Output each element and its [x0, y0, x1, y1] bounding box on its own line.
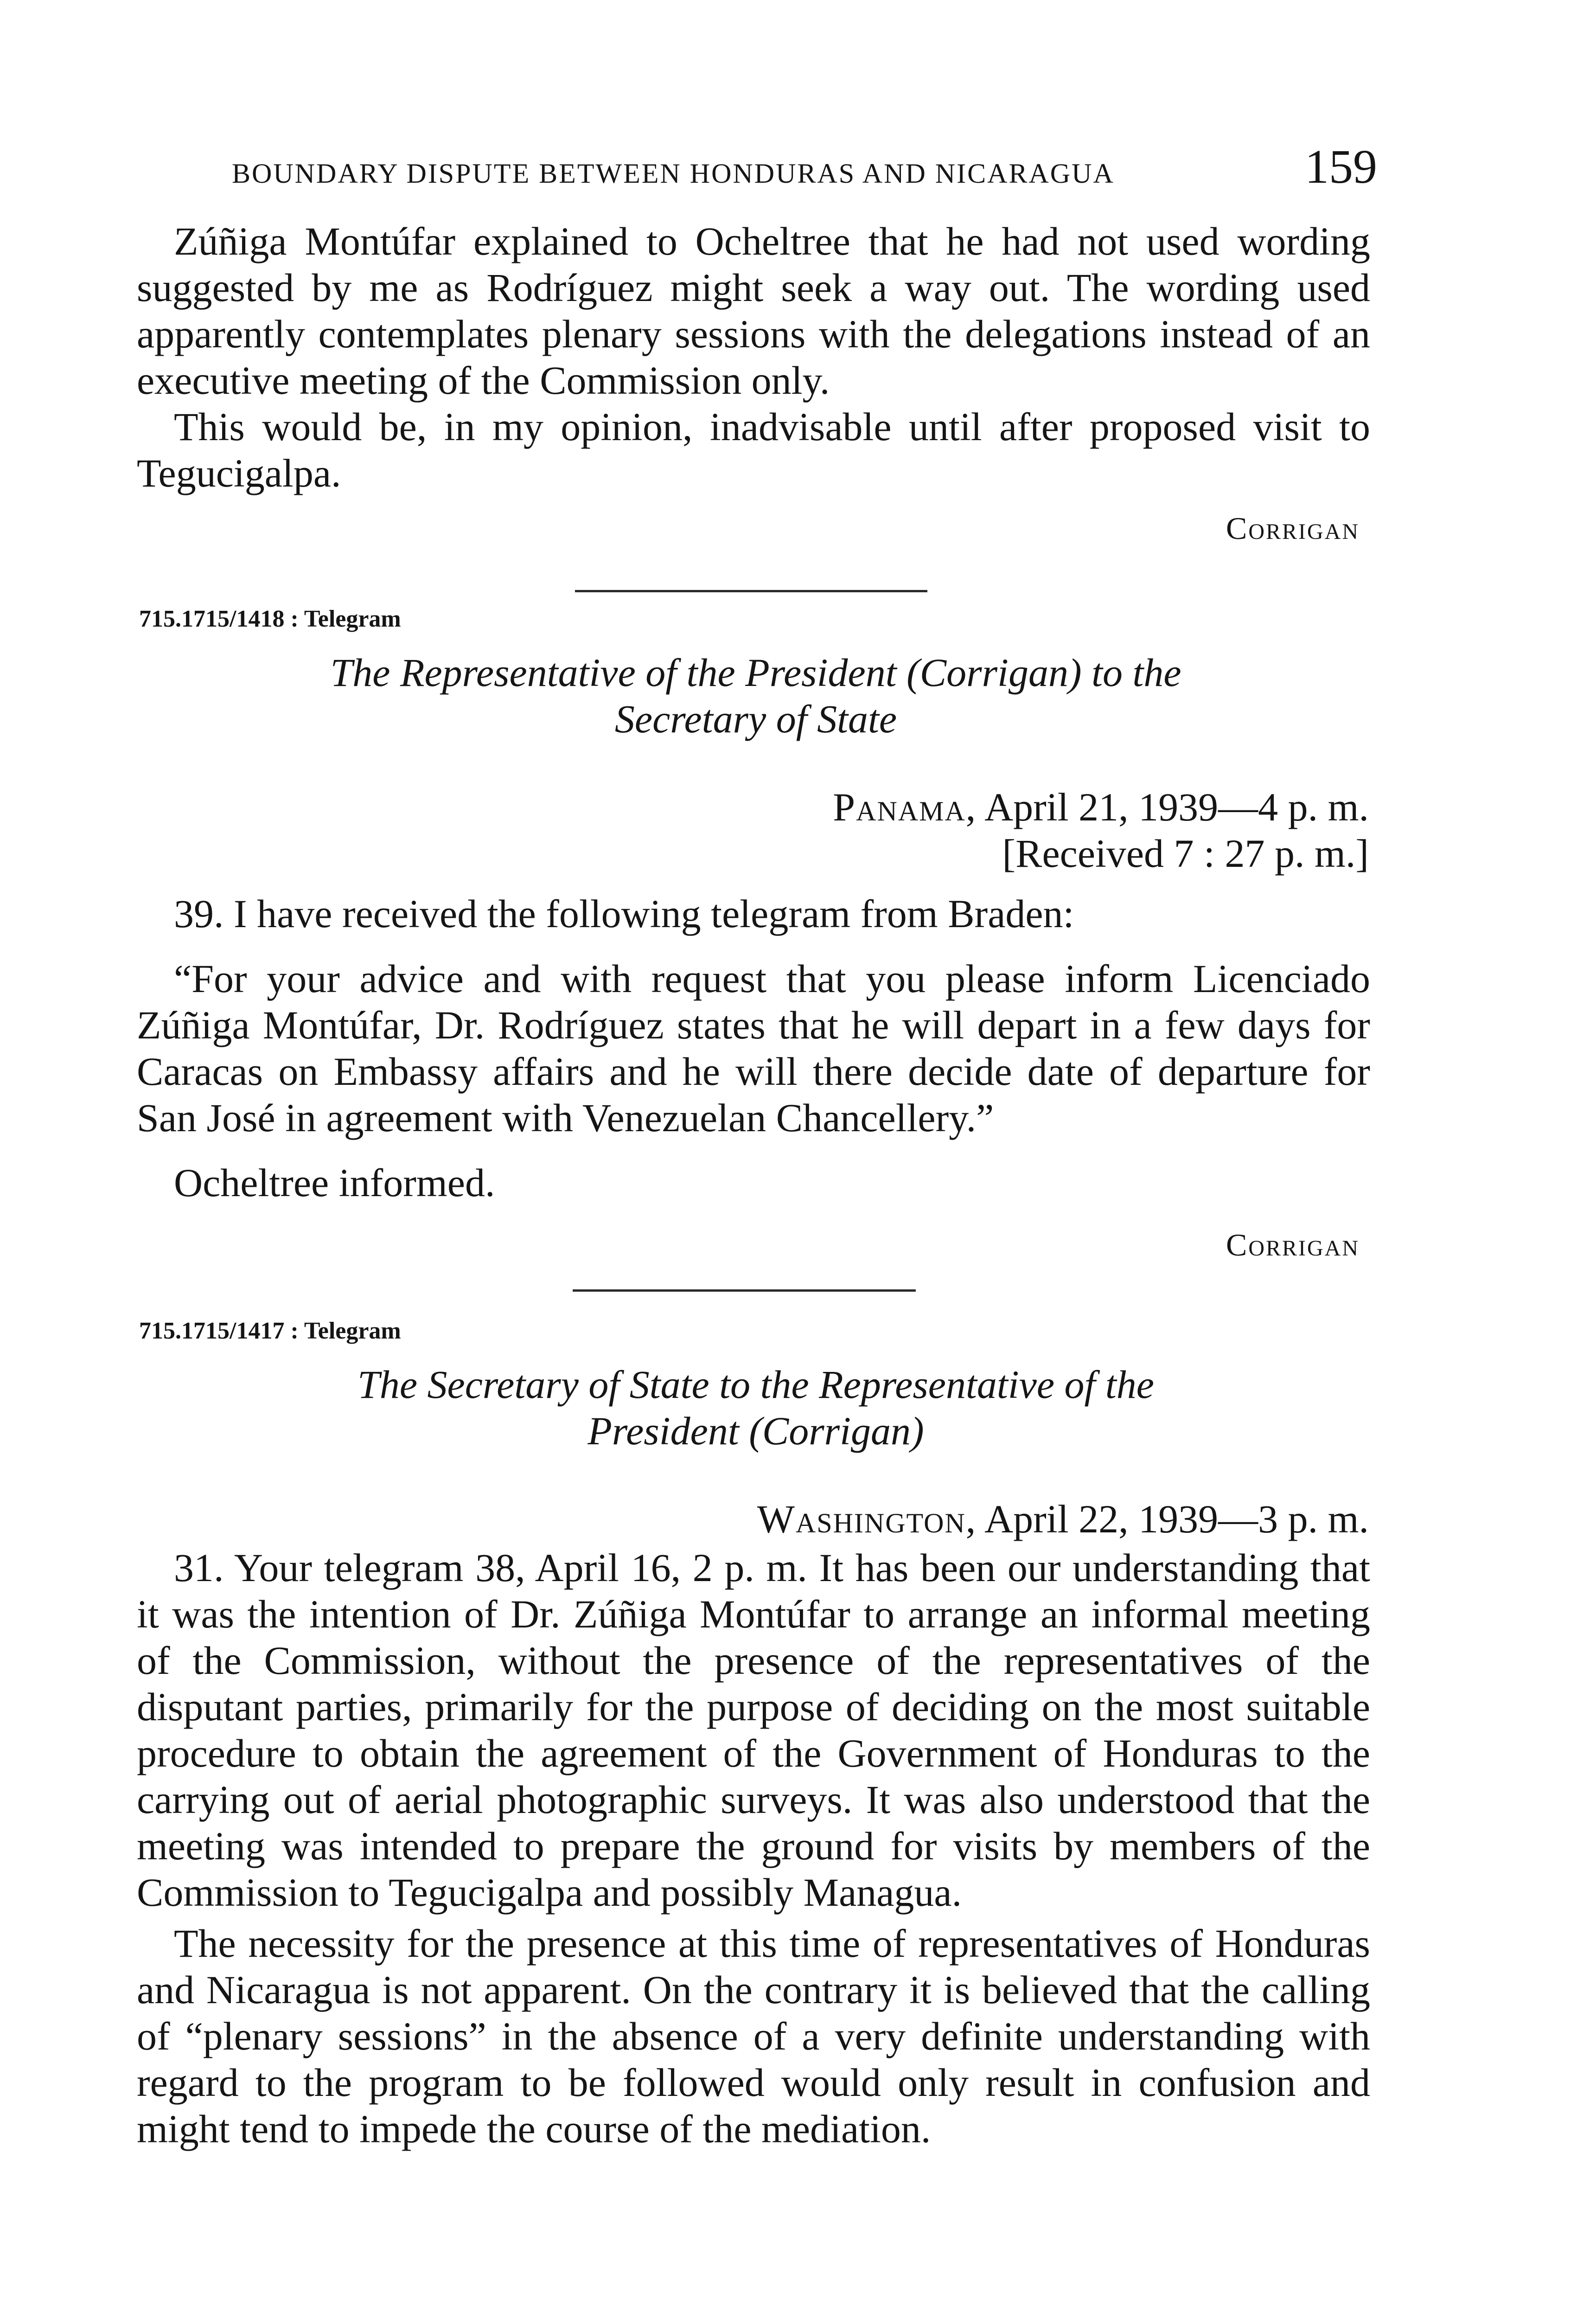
- date-line: [757, 1496, 1369, 1542]
- place: Washington,: [757, 1497, 977, 1541]
- heading-line: The Representative of the President (Corrigan) to the: [330, 650, 1181, 695]
- signature: Corrigan: [1226, 511, 1360, 546]
- paragraph: 31. Your telegram 38, April 16, 2 p. m. It has been our understanding that it was the intention of Dr. Zúñiga Montúfar to arrange an informal meeting of the Commission, without the presence of the representatives of the disputant parties, primarily for the purpose of deciding on the most suitable procedure to obtain the agreement of the Government of Honduras to the carrying out of aerial photographic surveys. It was also understood that the meeting was intended to prepare the ground for visits by members of the Commission to Tegucigalpa and possibly Managua.: [137, 1545, 1370, 1915]
- heading-line: President (Corrigan): [587, 1409, 924, 1453]
- file-number: 715.1715/1418 : Telegram: [139, 606, 401, 632]
- paragraph: The necessity for the presence at this time of representatives of Honduras and Nicaragua is not apparent. On the contrary it is believed that the calling of “plenary sessions” in the absence of a very definite understanding with regard to the program to be followed would only result in confusion and might tend to impede the course of the mediation.: [137, 1921, 1370, 2151]
- telegram-text: [137, 1544, 1370, 2152]
- signature: Corrigan: [1226, 1227, 1360, 1262]
- continuation-text: [137, 218, 1370, 496]
- paragraph: 39. I have received the following telegram from Braden:: [174, 891, 1074, 936]
- date-line: [833, 784, 1369, 830]
- paragraph: Ocheltree informed.: [174, 1160, 495, 1205]
- document-heading: [195, 649, 1317, 742]
- telegram-text: [137, 890, 1370, 1206]
- heading-line: The Secretary of State to the Representative of the: [358, 1362, 1154, 1407]
- running-header: [232, 139, 1377, 194]
- section-divider: [575, 590, 927, 592]
- dateline: [833, 784, 1369, 877]
- section-divider: [573, 1289, 916, 1292]
- place: Panama,: [833, 785, 977, 829]
- paragraph: This would be, in my opinion, inadvisable until after proposed visit to Tegucigalpa.: [137, 404, 1370, 495]
- paragraph: Zúñiga Montúfar explained to Ocheltree that he had not used wording suggested by me as Rodríguez might seek a way out. The wording used apparently contemplates plenary sessions with the delegations instead of an executive meeting of the Commission only.: [137, 219, 1370, 403]
- document-heading: [195, 1361, 1317, 1454]
- file-number: 715.1715/1417 : Telegram: [139, 1318, 401, 1344]
- heading-line: Secretary of State: [614, 697, 897, 741]
- dateline: [757, 1496, 1369, 1542]
- date: April 21, 1939—4 p. m.: [984, 785, 1369, 829]
- header-title: BOUNDARY DISPUTE BETWEEN HONDURAS AND NICARAGUA: [232, 158, 1115, 189]
- page-number: 159: [1305, 140, 1377, 193]
- date: April 22, 1939—3 p. m.: [984, 1497, 1369, 1541]
- quoted-telegram: “For your advice and with request that you please inform Licenciado Zúñiga Montúfar, Dr. Rodríguez states that he will depart in a few days for Caracas on Embassy affairs and he will there decide date of departure for San José in agreement with Venezuelan Chancellery.”: [137, 956, 1370, 1140]
- received-line: [Received 7 : 27 p. m.]: [1002, 831, 1369, 876]
